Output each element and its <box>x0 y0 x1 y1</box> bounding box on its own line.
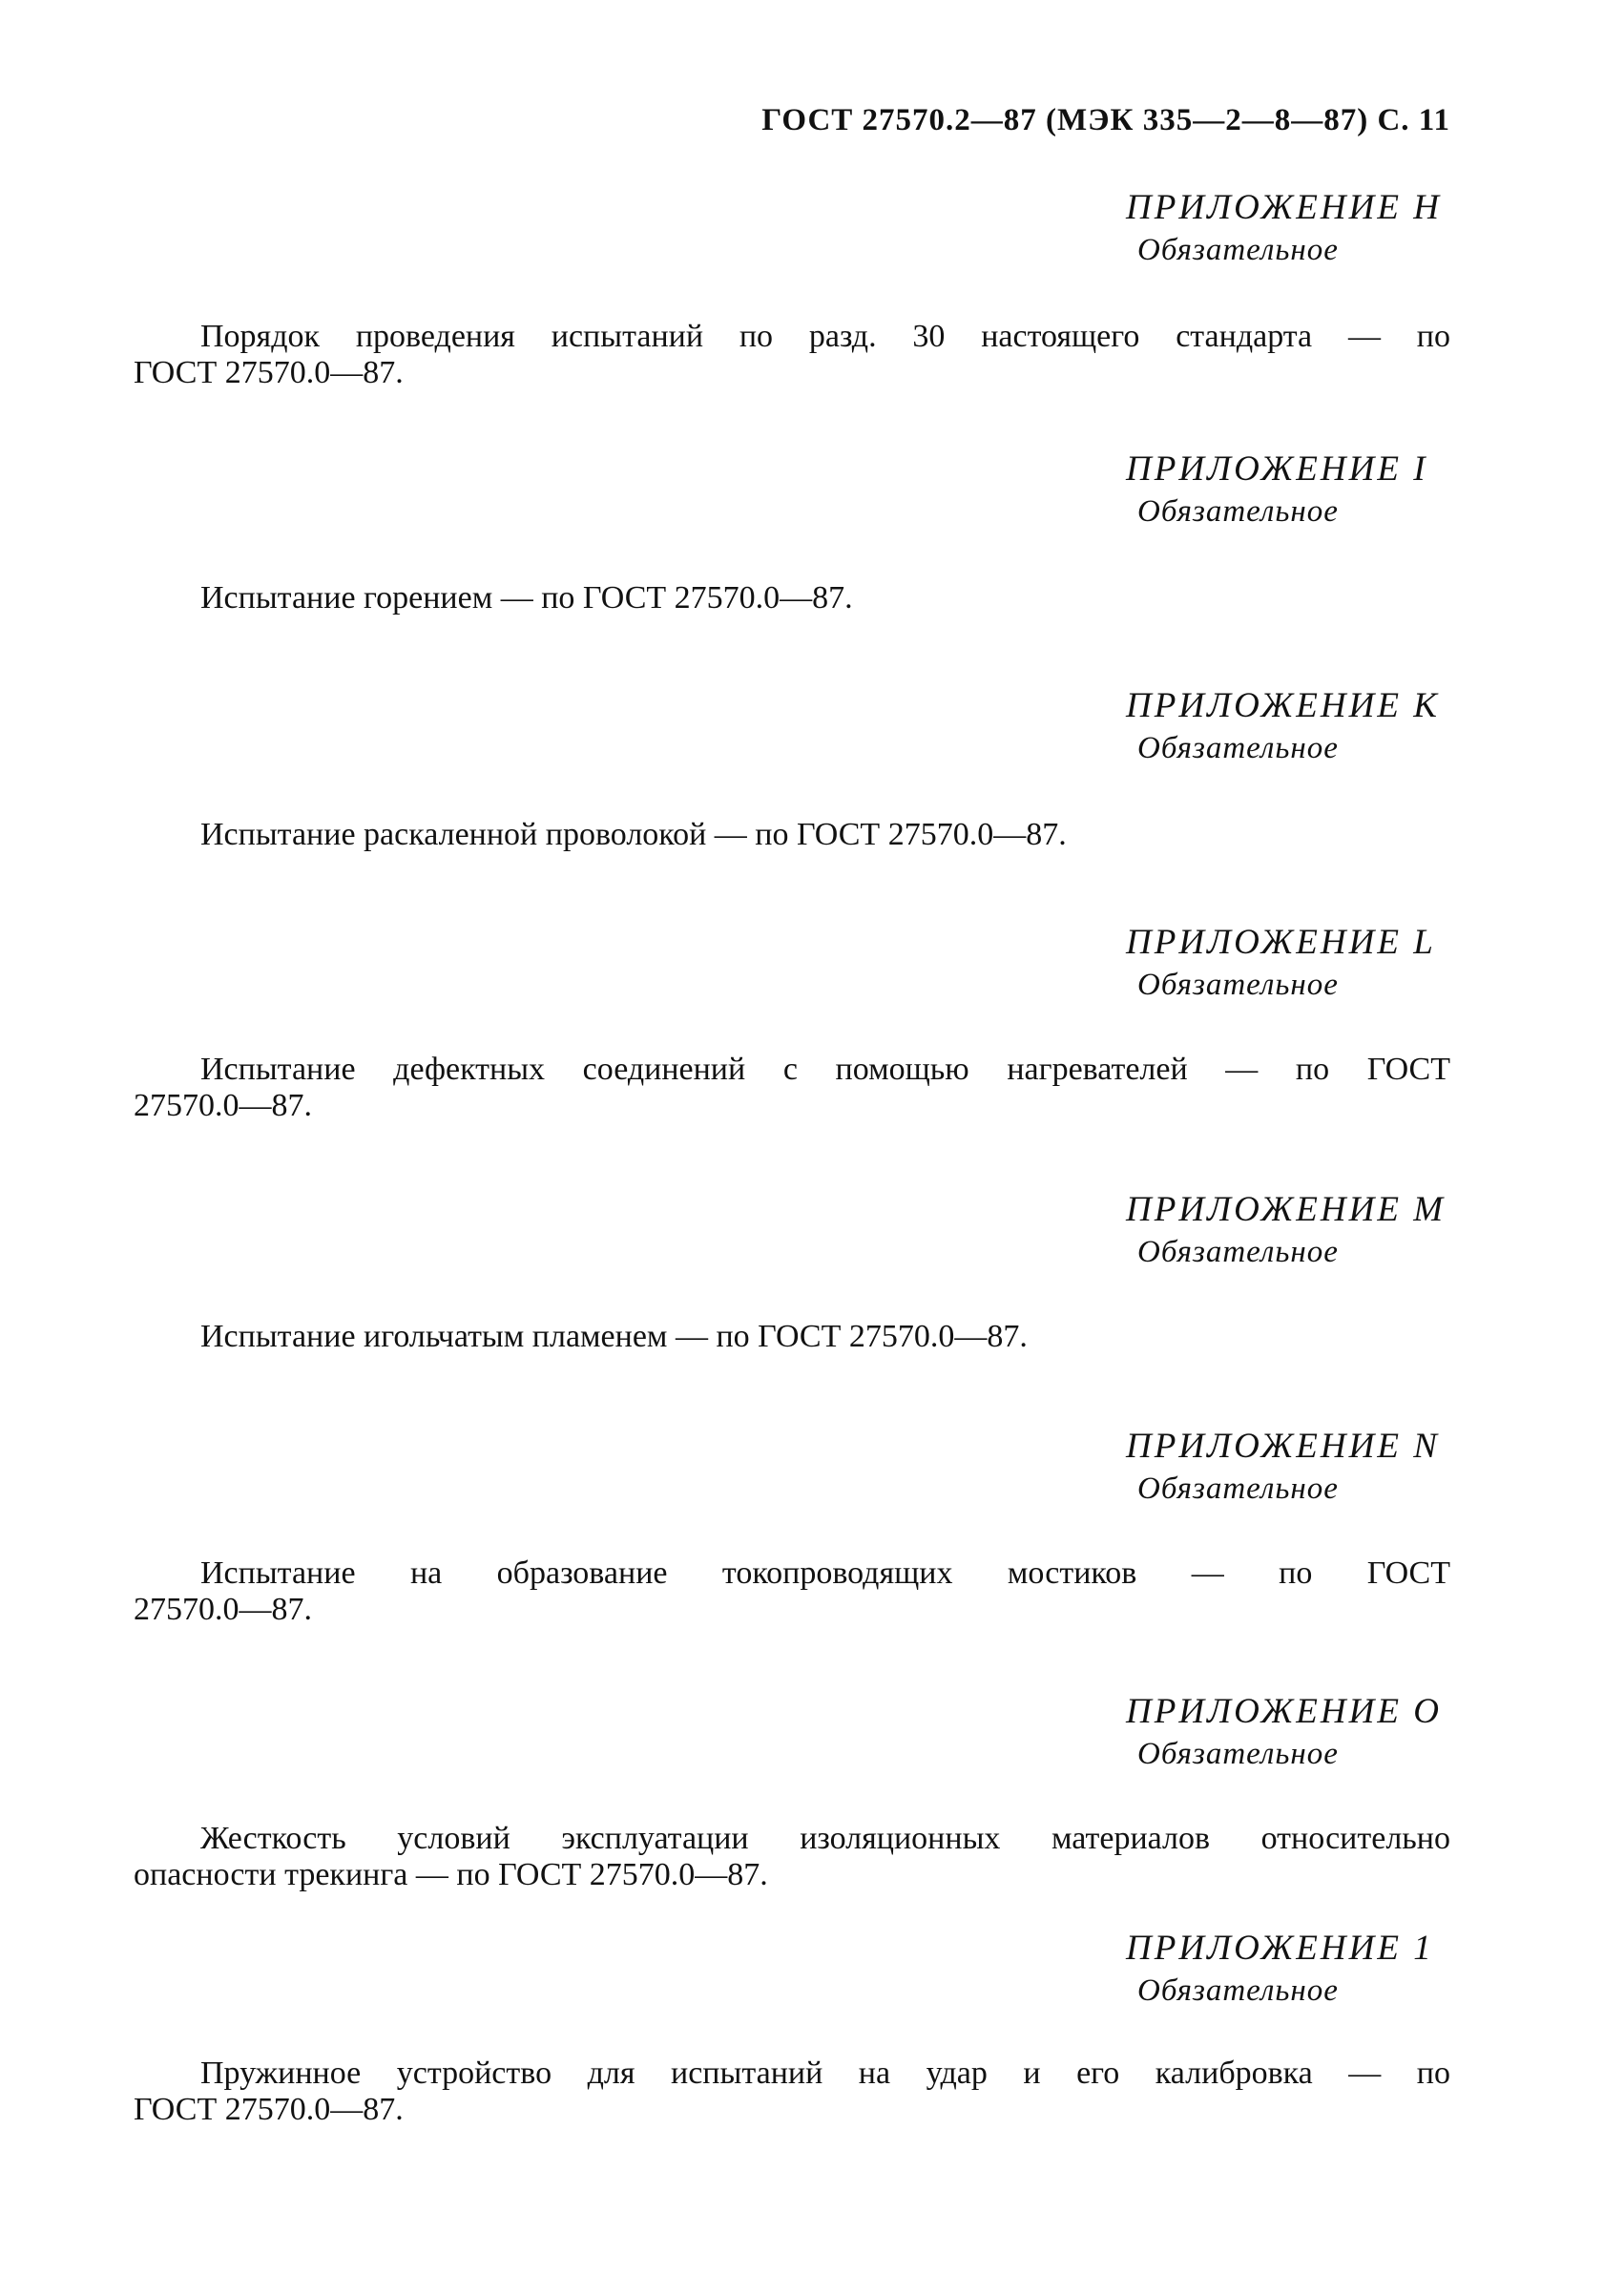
paragraph-line: Порядок проведения испытаний по разд. 30 настоящего стандарта — по <box>200 319 1450 354</box>
appendix-text-l <box>134 1052 1450 1124</box>
appendix-heading-l <box>1126 922 1469 1006</box>
appendix-text-m <box>134 1319 1450 1355</box>
appendix-text-o <box>134 1821 1450 1893</box>
appendix-text-i <box>134 580 1450 616</box>
appendix-text-k <box>134 817 1450 853</box>
appendix-title: ПРИЛОЖЕНИЕ M <box>1126 1190 1447 1229</box>
appendix-title: ПРИЛОЖЕНИЕ O <box>1126 1692 1442 1731</box>
appendix-subtitle: Обязательное <box>1137 1737 1339 1771</box>
paragraph-line: Жесткость условий эксплуатации изоляционных материалов относительно <box>200 1821 1450 1856</box>
appendix-heading-h <box>1126 187 1469 271</box>
paragraph-line: ГОСТ 27570.0—87. <box>134 2092 404 2127</box>
paragraph-line: 27570.0—87. <box>134 1088 312 1123</box>
paragraph-line: Испытание дефектных соединений с помощью нагревателей — по ГОСТ <box>200 1052 1450 1087</box>
appendix-text-1 <box>134 2056 1450 2128</box>
appendix-title: ПРИЛОЖЕНИЕ N <box>1126 1427 1440 1466</box>
appendix-subtitle: Обязательное <box>1137 1472 1339 1506</box>
appendix-title: ПРИЛОЖЕНИЕ H <box>1126 188 1442 227</box>
appendix-subtitle: Обязательное <box>1137 731 1339 765</box>
appendix-title: ПРИЛОЖЕНИЕ 1 <box>1126 1929 1434 1968</box>
appendix-heading-k <box>1126 685 1469 769</box>
appendix-heading-o <box>1126 1691 1469 1775</box>
paragraph-line: Пружинное устройство для испытаний на удар и его калибровка — по <box>200 2056 1450 2091</box>
paragraph-line: Испытание раскаленной проволокой — по ГОСТ 27570.0—87. <box>200 817 1067 852</box>
appendix-subtitle: Обязательное <box>1137 233 1339 267</box>
paragraph-line: Испытание горением — по ГОСТ 27570.0—87. <box>200 580 853 616</box>
appendix-subtitle: Обязательное <box>1137 1235 1339 1269</box>
paragraph-line: ГОСТ 27570.0—87. <box>134 355 404 390</box>
appendix-title: ПРИЛОЖЕНИЕ L <box>1126 923 1436 962</box>
page-header: ГОСТ 27570.2—87 (МЭК 335—2—8—87) С. 11 <box>761 103 1450 137</box>
appendix-text-h <box>134 319 1450 391</box>
appendix-title: ПРИЛОЖЕНИЕ K <box>1126 686 1440 725</box>
paragraph-line: 27570.0—87. <box>134 1592 312 1627</box>
appendix-text-n <box>134 1555 1450 1628</box>
appendix-heading-n <box>1126 1426 1469 1510</box>
appendix-heading-i <box>1126 449 1469 532</box>
paragraph-line: Испытание на образование токопроводящих мостиков — по ГОСТ <box>200 1555 1450 1591</box>
appendix-title: ПРИЛОЖЕНИЕ I <box>1126 449 1428 489</box>
appendix-heading-m <box>1126 1189 1469 1273</box>
appendix-heading-1 <box>1126 1928 1469 2012</box>
appendix-subtitle: Обязательное <box>1137 968 1339 1002</box>
paragraph-line: опасности трекинга — по ГОСТ 27570.0—87. <box>134 1857 768 1892</box>
appendix-subtitle: Обязательное <box>1137 1973 1339 2008</box>
paragraph-line: Испытание игольчатым пламенем — по ГОСТ 27570.0—87. <box>200 1319 1028 1354</box>
appendix-subtitle: Обязательное <box>1137 494 1339 529</box>
